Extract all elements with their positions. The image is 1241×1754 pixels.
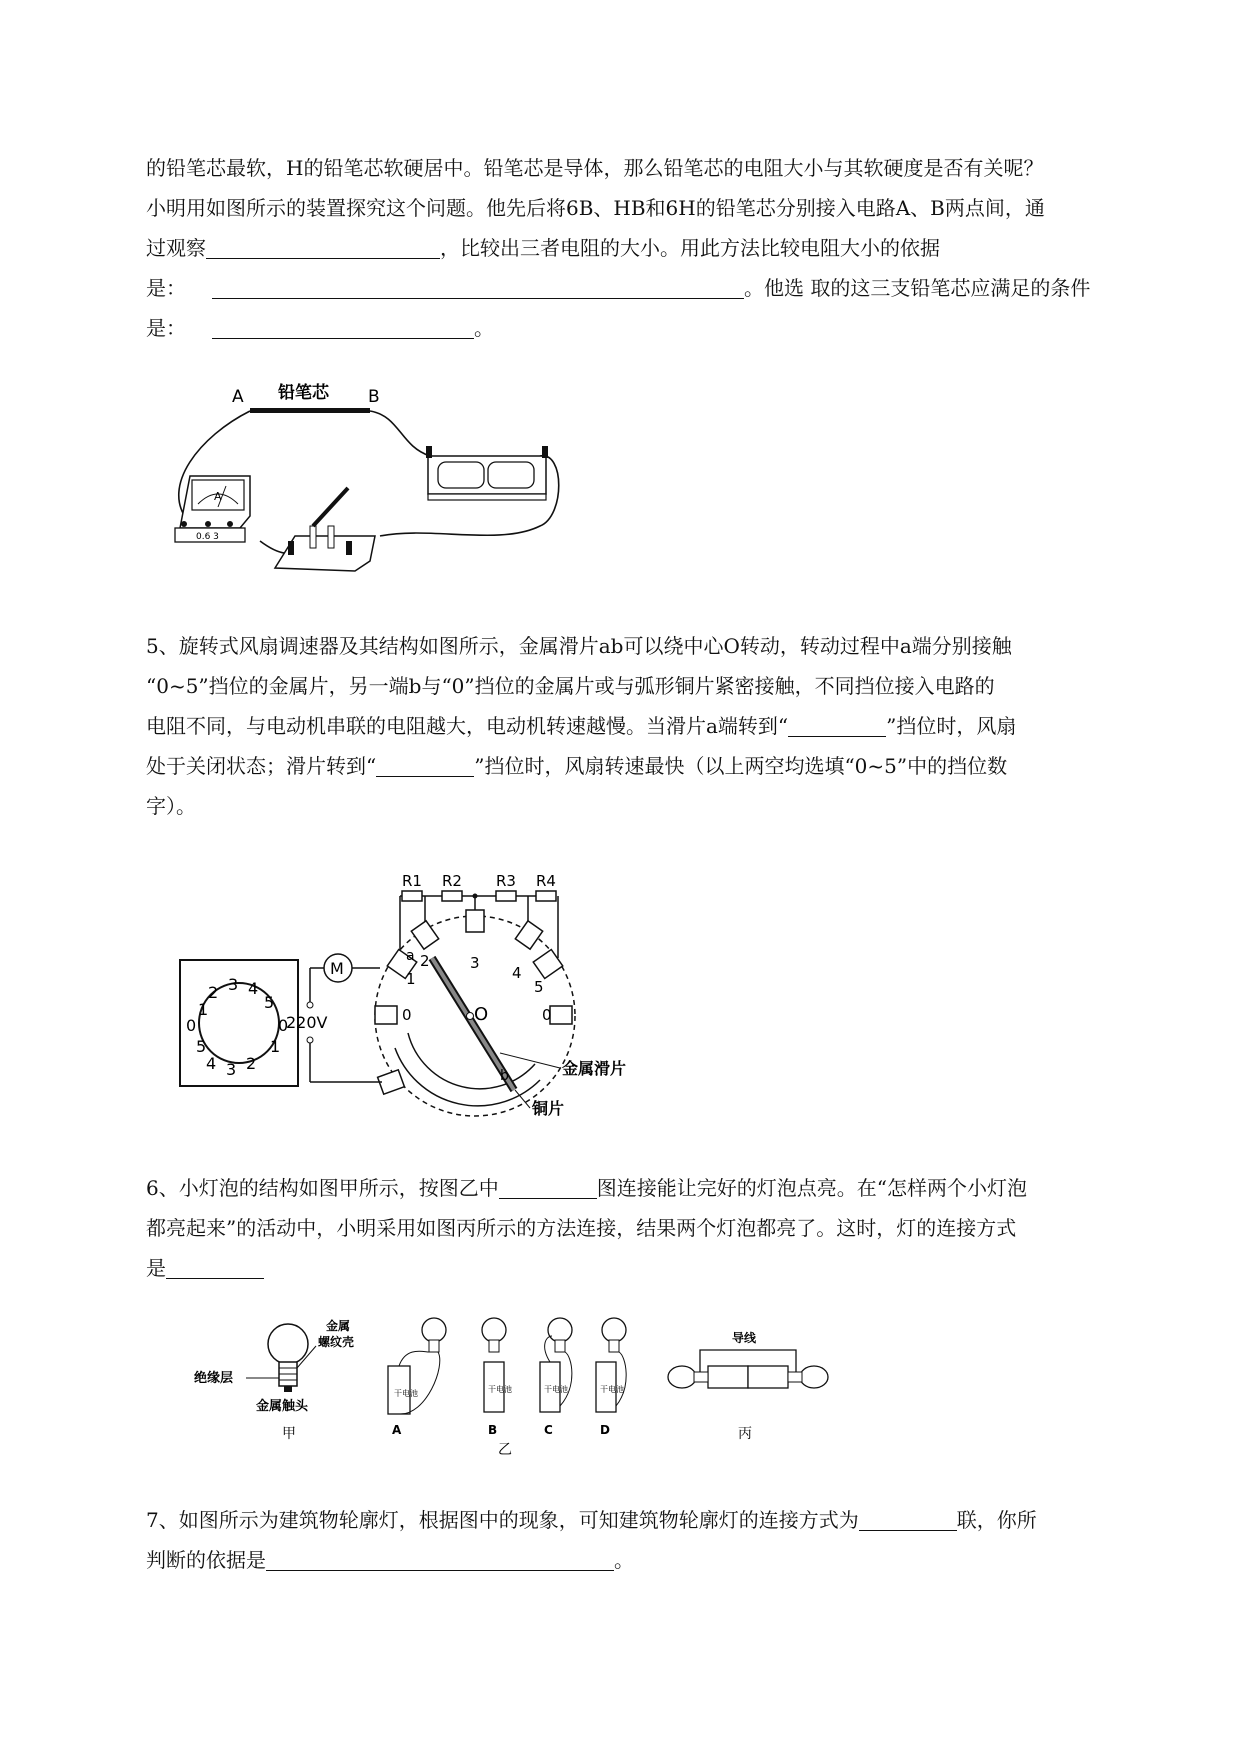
svg-text:绝缘层: 绝缘层 xyxy=(194,1371,234,1386)
svg-text:R4: R4 xyxy=(536,872,556,890)
svg-text:5: 5 xyxy=(196,1037,207,1056)
svg-text:A: A xyxy=(392,1423,402,1437)
answer-blank[interactable] xyxy=(166,1256,264,1279)
q4-line-2: 小明用如图所示的装置探究这个问题。他先后将6B、HB和6H的铅笔芯分别接入电路A、B两点间，通 xyxy=(146,196,1045,220)
answer-blank[interactable] xyxy=(206,236,440,259)
svg-text:2: 2 xyxy=(208,983,219,1002)
voltage-label: 220V xyxy=(286,1013,328,1032)
battery-pack xyxy=(426,446,548,500)
q6-line-2: 都亮起来”的活动中，小明采用如图丙所示的方法连接，结果两个灯泡都亮了。这时，灯的连接方式 xyxy=(146,1216,1017,1240)
q4-line-3: 过观察 ，比较出三者电阻的大小。用此方法比较电阻大小的依据 xyxy=(146,236,940,260)
pencil-lead-label: 铅笔芯 xyxy=(278,383,329,403)
svg-text:2: 2 xyxy=(246,1054,257,1073)
q6-line-1: 6、小灯泡的结构如图甲所示，按图乙中 图连接能让完好的灯泡点亮。在“怎样两个小灯泡 xyxy=(146,1176,1027,1200)
svg-text:4: 4 xyxy=(512,964,522,982)
knife-switch xyxy=(275,488,375,571)
svg-text:R3: R3 xyxy=(496,872,516,890)
answer-blank[interactable] xyxy=(499,1176,597,1199)
q7-line-2: 判断的依据是 。 xyxy=(146,1548,634,1572)
q7-line-1: 7、如图所示为建筑物轮廓灯，根据图中的现象，可知建筑物轮廓灯的连接方式为 联，你所 xyxy=(146,1508,1037,1532)
svg-text:5: 5 xyxy=(534,978,544,996)
point-b-label: B xyxy=(368,387,380,407)
svg-text:0: 0 xyxy=(542,1006,552,1024)
svg-text:R2: R2 xyxy=(442,872,462,890)
answer-blank[interactable] xyxy=(788,714,886,737)
center-o-label: O xyxy=(474,1004,489,1025)
svg-text:金属触头: 金属触头 xyxy=(256,1399,309,1414)
end-a-label: a xyxy=(406,948,415,964)
svg-text:5: 5 xyxy=(264,993,275,1012)
svg-text:1: 1 xyxy=(198,1000,209,1019)
svg-text:干电池: 干电池 xyxy=(488,1385,512,1394)
svg-text:2: 2 xyxy=(420,952,430,970)
q5-line-5: 字）。 xyxy=(146,794,196,818)
svg-text:D: D xyxy=(600,1423,610,1437)
q5-line-4: 处于关闭状态；滑片转到“ ”挡位时，风扇转速最快（以上两空均选填“0~5”中的挡位数 xyxy=(146,754,1008,778)
metal-slider-label: 金属滑片 xyxy=(562,1059,627,1078)
svg-text:C: C xyxy=(544,1423,553,1437)
svg-text:3: 3 xyxy=(470,954,480,972)
svg-text:干电池: 干电池 xyxy=(394,1389,418,1398)
answer-blank[interactable] xyxy=(212,276,744,299)
svg-text:4: 4 xyxy=(248,979,259,998)
q4-line-5: 是： 。 xyxy=(146,316,494,340)
series-connection-bing xyxy=(668,1330,828,1442)
svg-text:B: B xyxy=(488,1423,498,1437)
q4-line-4: 是： 。他选 取的这三支铅笔芯应满足的条件 xyxy=(146,276,1091,300)
svg-text:3: 3 xyxy=(226,1060,237,1079)
dial-panel xyxy=(180,960,298,1086)
bulb-figure xyxy=(176,1306,896,1456)
svg-text:0: 0 xyxy=(278,1016,289,1035)
svg-text:3: 3 xyxy=(228,975,239,994)
svg-text:导线: 导线 xyxy=(732,1331,757,1345)
fan-regulator-figure xyxy=(170,868,690,1128)
bulb-structure-jia xyxy=(194,1318,354,1442)
svg-text:4: 4 xyxy=(206,1054,217,1073)
svg-text:金属: 金属 xyxy=(326,1319,351,1333)
q5-line-1: 5、旋转式风扇调速器及其结构如图所示，金属滑片ab可以绕中心O转动，转动过程中a端分别接触 xyxy=(146,634,1012,658)
end-b-label: b xyxy=(500,1068,509,1084)
answer-blank[interactable] xyxy=(212,316,474,339)
answer-blank[interactable] xyxy=(859,1508,957,1531)
svg-text:甲: 甲 xyxy=(282,1426,296,1442)
svg-text:0: 0 xyxy=(402,1006,412,1024)
point-a-label: A xyxy=(232,387,244,407)
pencil-lead xyxy=(250,408,370,413)
ammeter-label: A xyxy=(214,490,222,503)
svg-text:M: M xyxy=(330,959,344,978)
ammeter-scale-label: 0.6 3 xyxy=(196,532,219,542)
pencil-lead-circuit-figure xyxy=(170,376,590,586)
svg-text:1: 1 xyxy=(270,1037,281,1056)
ammeter xyxy=(175,476,250,542)
svg-text:乙: 乙 xyxy=(498,1442,512,1456)
svg-text:0: 0 xyxy=(186,1016,197,1035)
svg-text:干电池: 干电池 xyxy=(600,1385,624,1394)
answer-blank[interactable] xyxy=(266,1548,614,1571)
svg-text:螺纹壳: 螺纹壳 xyxy=(318,1335,355,1349)
svg-text:干电池: 干电池 xyxy=(544,1385,568,1394)
q4-line-1: 的铅笔芯最软，H的铅笔芯软硬居中。铅笔芯是导体，那么铅笔芯的电阻大小与其软硬度是否有关呢？ xyxy=(146,156,1044,180)
answer-blank[interactable] xyxy=(376,754,474,777)
q5-line-3: 电阻不同，与电动机串联的电阻越大，电动机转速越慢。当滑片a端转到“ ”挡位时，风扇 xyxy=(146,714,1017,738)
q5-line-2: “0~5”挡位的金属片，另一端b与“0”挡位的金属片或与弧形铜片紧密接触，不同挡位接入电路的 xyxy=(146,674,995,698)
svg-text:1: 1 xyxy=(406,970,416,988)
svg-text:丙: 丙 xyxy=(738,1426,752,1442)
svg-text:R1: R1 xyxy=(402,872,422,890)
copper-label: 铜片 xyxy=(532,1099,565,1118)
connection-options-yi xyxy=(388,1318,626,1456)
q6-line-3: 是 xyxy=(146,1254,264,1282)
